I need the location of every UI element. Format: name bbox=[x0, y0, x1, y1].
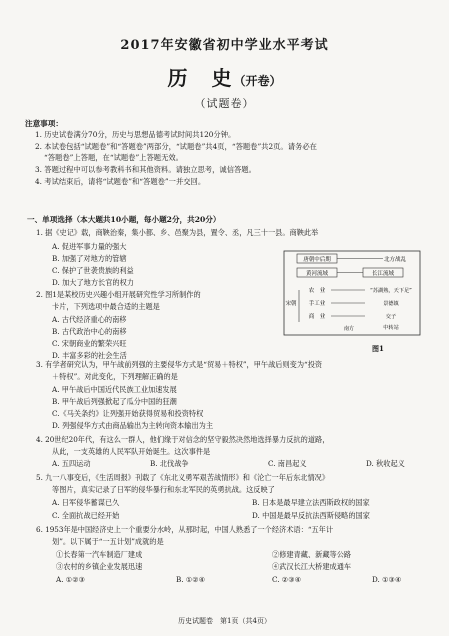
question-5-option: D. 中国是最早反抗法西斯侵略的国家 bbox=[252, 511, 370, 520]
question-6-item: ④武汉长江大桥建成通车 bbox=[272, 562, 352, 571]
figure-1-label: 图1 bbox=[372, 344, 384, 353]
question-2-option: C. 宋朝商业的繁荣兴旺 bbox=[52, 339, 127, 348]
figure-top-right: 北方战乱 bbox=[383, 257, 407, 263]
question-4-option: B. 北伐战争 bbox=[150, 459, 189, 468]
figure-right-row: 交子 bbox=[385, 314, 397, 320]
question-1-stem: 1. 据《史记》载，商鞅治秦，集小都、乡、邑聚为县，置令、丞，凡三十一县。商鞅此举 bbox=[36, 228, 319, 237]
paper-label: （试题卷） bbox=[194, 97, 255, 110]
question-3-option: D. 列强侵华方式由商品输出为主转向资本输出为主 bbox=[52, 421, 214, 430]
question-1-option: A. 促进军事力量的强大 bbox=[52, 242, 127, 251]
figure-top-box: 唐朝中后期 bbox=[303, 257, 331, 263]
question-3-option: B. 甲午战后列强掀起了瓜分中国的狂潮 bbox=[52, 397, 177, 406]
exam-title: 2017年安徽省初中学业水平考试 bbox=[120, 38, 329, 53]
question-5-stem: 5. 九一八事变后，《生活周报》刊载了《东北义勇军艰苦战情形》和《沦亡一年后东北情况》 bbox=[36, 473, 330, 482]
question-4-option: A. 五四运动 bbox=[52, 459, 91, 468]
figure-right-row: 中转站 bbox=[383, 325, 399, 331]
question-6-item: ③农村的乡镇企业发展迅速 bbox=[56, 562, 143, 571]
question-4-option: C. 南昌起义 bbox=[268, 459, 307, 468]
question-6-option: A. ①②③ bbox=[56, 575, 86, 584]
question-6-stem: 6. 1953年是中国经济史上一个重要分水岭，从那时起，中国人熟悉了一个经济术语：“五年计 bbox=[36, 525, 334, 534]
question-6-option: C. ②③④ bbox=[272, 575, 302, 584]
question-4-stem: 4. 20世纪20年代，有这么一群人，他们缘于对信念的坚守毅然决然地选择暴力反抗的道路， bbox=[36, 435, 330, 444]
figure-right-row: 景德镇 bbox=[383, 301, 399, 307]
section-title: 一、单项选择（本大题共10小题，每小题2分，共20分） bbox=[27, 215, 221, 224]
question-6-item: ②修建青藏、新藏等公路 bbox=[272, 550, 352, 559]
question-2-stem: 卡片，下列选项中最合适的主题是 bbox=[52, 302, 160, 311]
question-6-option: B. ①②④ bbox=[176, 575, 206, 584]
figure-row: 农 业 bbox=[308, 288, 326, 294]
note-item: 3. 答题过程中可以参考教科书和其他资料。请独立思考，诚信答题。 bbox=[35, 165, 256, 174]
figure-arrow-label: 南方 bbox=[343, 326, 355, 332]
question-2-option: D. 丰富多彩的社会生活 bbox=[52, 351, 127, 360]
question-2-stem: 2. 图1是某校历史兴趣小组开展研究性学习所制作的 bbox=[36, 290, 201, 299]
note-item: 4. 考试结束后，请将“试题卷”和“答题卷”一并交回。 bbox=[35, 177, 206, 186]
figure-mid-box: 黄河流域 bbox=[305, 271, 329, 277]
figure-row: 商 业 bbox=[308, 314, 326, 320]
question-3-option: A. 甲午战后中国近代民族工业加速发展 bbox=[52, 385, 177, 394]
page-footer: 历史试题卷 第1页（共4页） bbox=[178, 617, 271, 625]
question-6-option: D. ①③④ bbox=[372, 575, 402, 584]
question-3-option: C.《马关条约》让列强开始获得贸易和投资特权 bbox=[52, 409, 204, 418]
question-5-option: C. 全面抗战已经开始 bbox=[52, 511, 120, 520]
question-3-stem: ＋特权”。对此变化，下列理解正确的是 bbox=[52, 372, 178, 381]
note-item: 1. 历史试卷满分70分，历史与思想品德考试时间共120分钟。 bbox=[35, 130, 236, 139]
subject-name: 历 史 bbox=[167, 66, 234, 90]
notes-heading: 注意事项： bbox=[25, 119, 63, 128]
question-2-option: B. 古代政治中心的南移 bbox=[52, 327, 127, 336]
figure-left-tag: 宋朝 bbox=[285, 301, 297, 307]
figure-mid-right: 长江流域 bbox=[371, 271, 395, 277]
question-6-item: ①长春第一汽车制造厂建成 bbox=[56, 550, 143, 559]
figure-row: 手工业 bbox=[308, 301, 326, 307]
question-1-option: C. 保护了世袭贵族的利益 bbox=[52, 266, 134, 275]
figure-quote: “苏湖熟，天下足” bbox=[370, 288, 412, 294]
question-2-option: A. 古代经济重心的南移 bbox=[52, 315, 127, 324]
question-1-option: B. 加强了对地方的管辖 bbox=[52, 254, 127, 263]
subject-title bbox=[0, 62, 449, 91]
figure-1-diagram bbox=[283, 250, 421, 336]
question-4-stem: 从此，一支英雄的人民军队开始诞生。这次事件是 bbox=[52, 447, 211, 456]
question-1-option: D. 加大了地方长官的权力 bbox=[52, 278, 134, 287]
question-3-stem: 3. 有学者研究认为，甲午战前列强的主要侵华方式是“贸易＋特权”，甲午战后则变为“投资 bbox=[36, 360, 323, 369]
question-6-stem: 划”。以下属于“一五计划”成就的是 bbox=[52, 537, 164, 546]
question-5-stem: 等图片，真实记录了日军的侵华暴行和东北军民的英勇抗战。这反映了 bbox=[52, 485, 275, 494]
note-item: “答题卷”上答题，在“试题卷”上答题无效。 bbox=[44, 153, 183, 162]
question-4-option: D. 秋收起义 bbox=[366, 459, 405, 468]
subject-suffix: （开卷） bbox=[233, 74, 282, 88]
question-5-option: B. 日本是最早建立法西斯政权的国家 bbox=[252, 498, 370, 507]
note-item: 2. 本试卷包括“试题卷”和“答题卷”两部分，“试题卷”共4页，“答题卷”共2页。请务必在 bbox=[35, 142, 317, 151]
question-5-option: A. 日军侵华蓄谋已久 bbox=[52, 498, 120, 507]
